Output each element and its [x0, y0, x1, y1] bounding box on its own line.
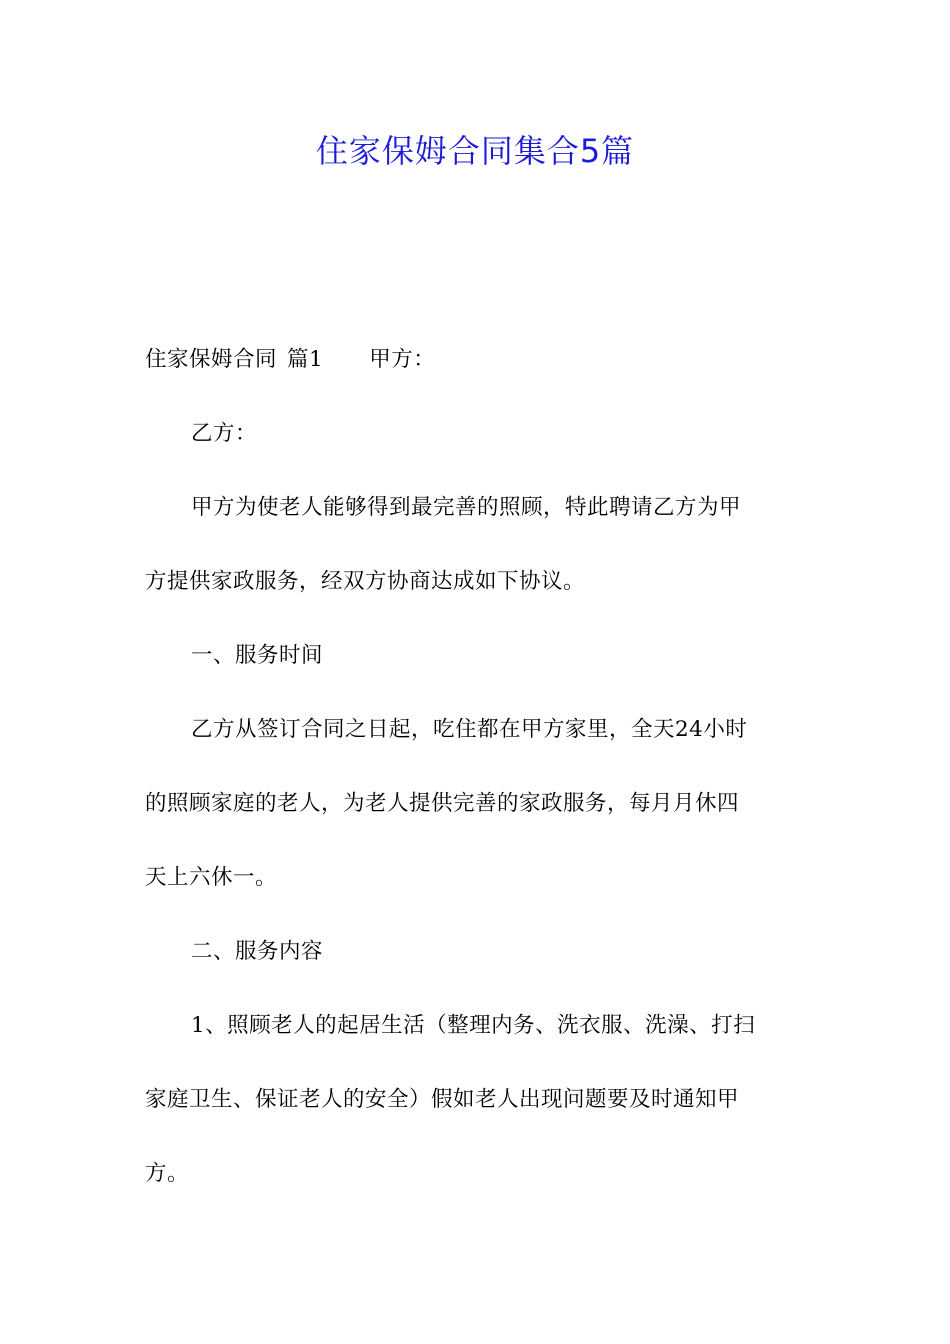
- paragraph-line: 方。: [145, 1161, 190, 1186]
- party-b-line: 乙方：: [191, 421, 258, 446]
- section-number: 篇1: [287, 347, 324, 372]
- paragraph-line: 家庭卫生、保证老人的安全）假如老人出现问题要及时通知甲: [145, 1087, 740, 1112]
- paragraph-line: 1、照顾老人的起居生活（整理内务、洗衣服、洗澡、打扫: [191, 1013, 756, 1038]
- section-heading: 住家保姆合同: [145, 347, 278, 372]
- section-heading-line: [145, 333, 810, 407]
- paragraph-line: 方提供家政服务，经双方协商达成如下协议。: [145, 569, 586, 594]
- document-title: 住家保姆合同集合5篇: [315, 132, 635, 170]
- party-a-label: 甲方：: [369, 347, 436, 372]
- document-body: [145, 333, 810, 1221]
- paragraph-line: 天上六休一。: [145, 865, 278, 890]
- clause-heading-service-content: 二、服务内容: [191, 939, 324, 964]
- paragraph-line: 乙方从签订合同之日起，吃住都在甲方家里，全天24小时: [191, 717, 748, 742]
- paragraph-line: 的照顾家庭的老人，为老人提供完善的家政服务，每月月休四: [145, 791, 740, 816]
- paragraph-line: 甲方为使老人能够得到最完善的照顾，特此聘请乙方为甲: [191, 495, 742, 520]
- clause-heading-service-time: 一、服务时间: [191, 643, 324, 668]
